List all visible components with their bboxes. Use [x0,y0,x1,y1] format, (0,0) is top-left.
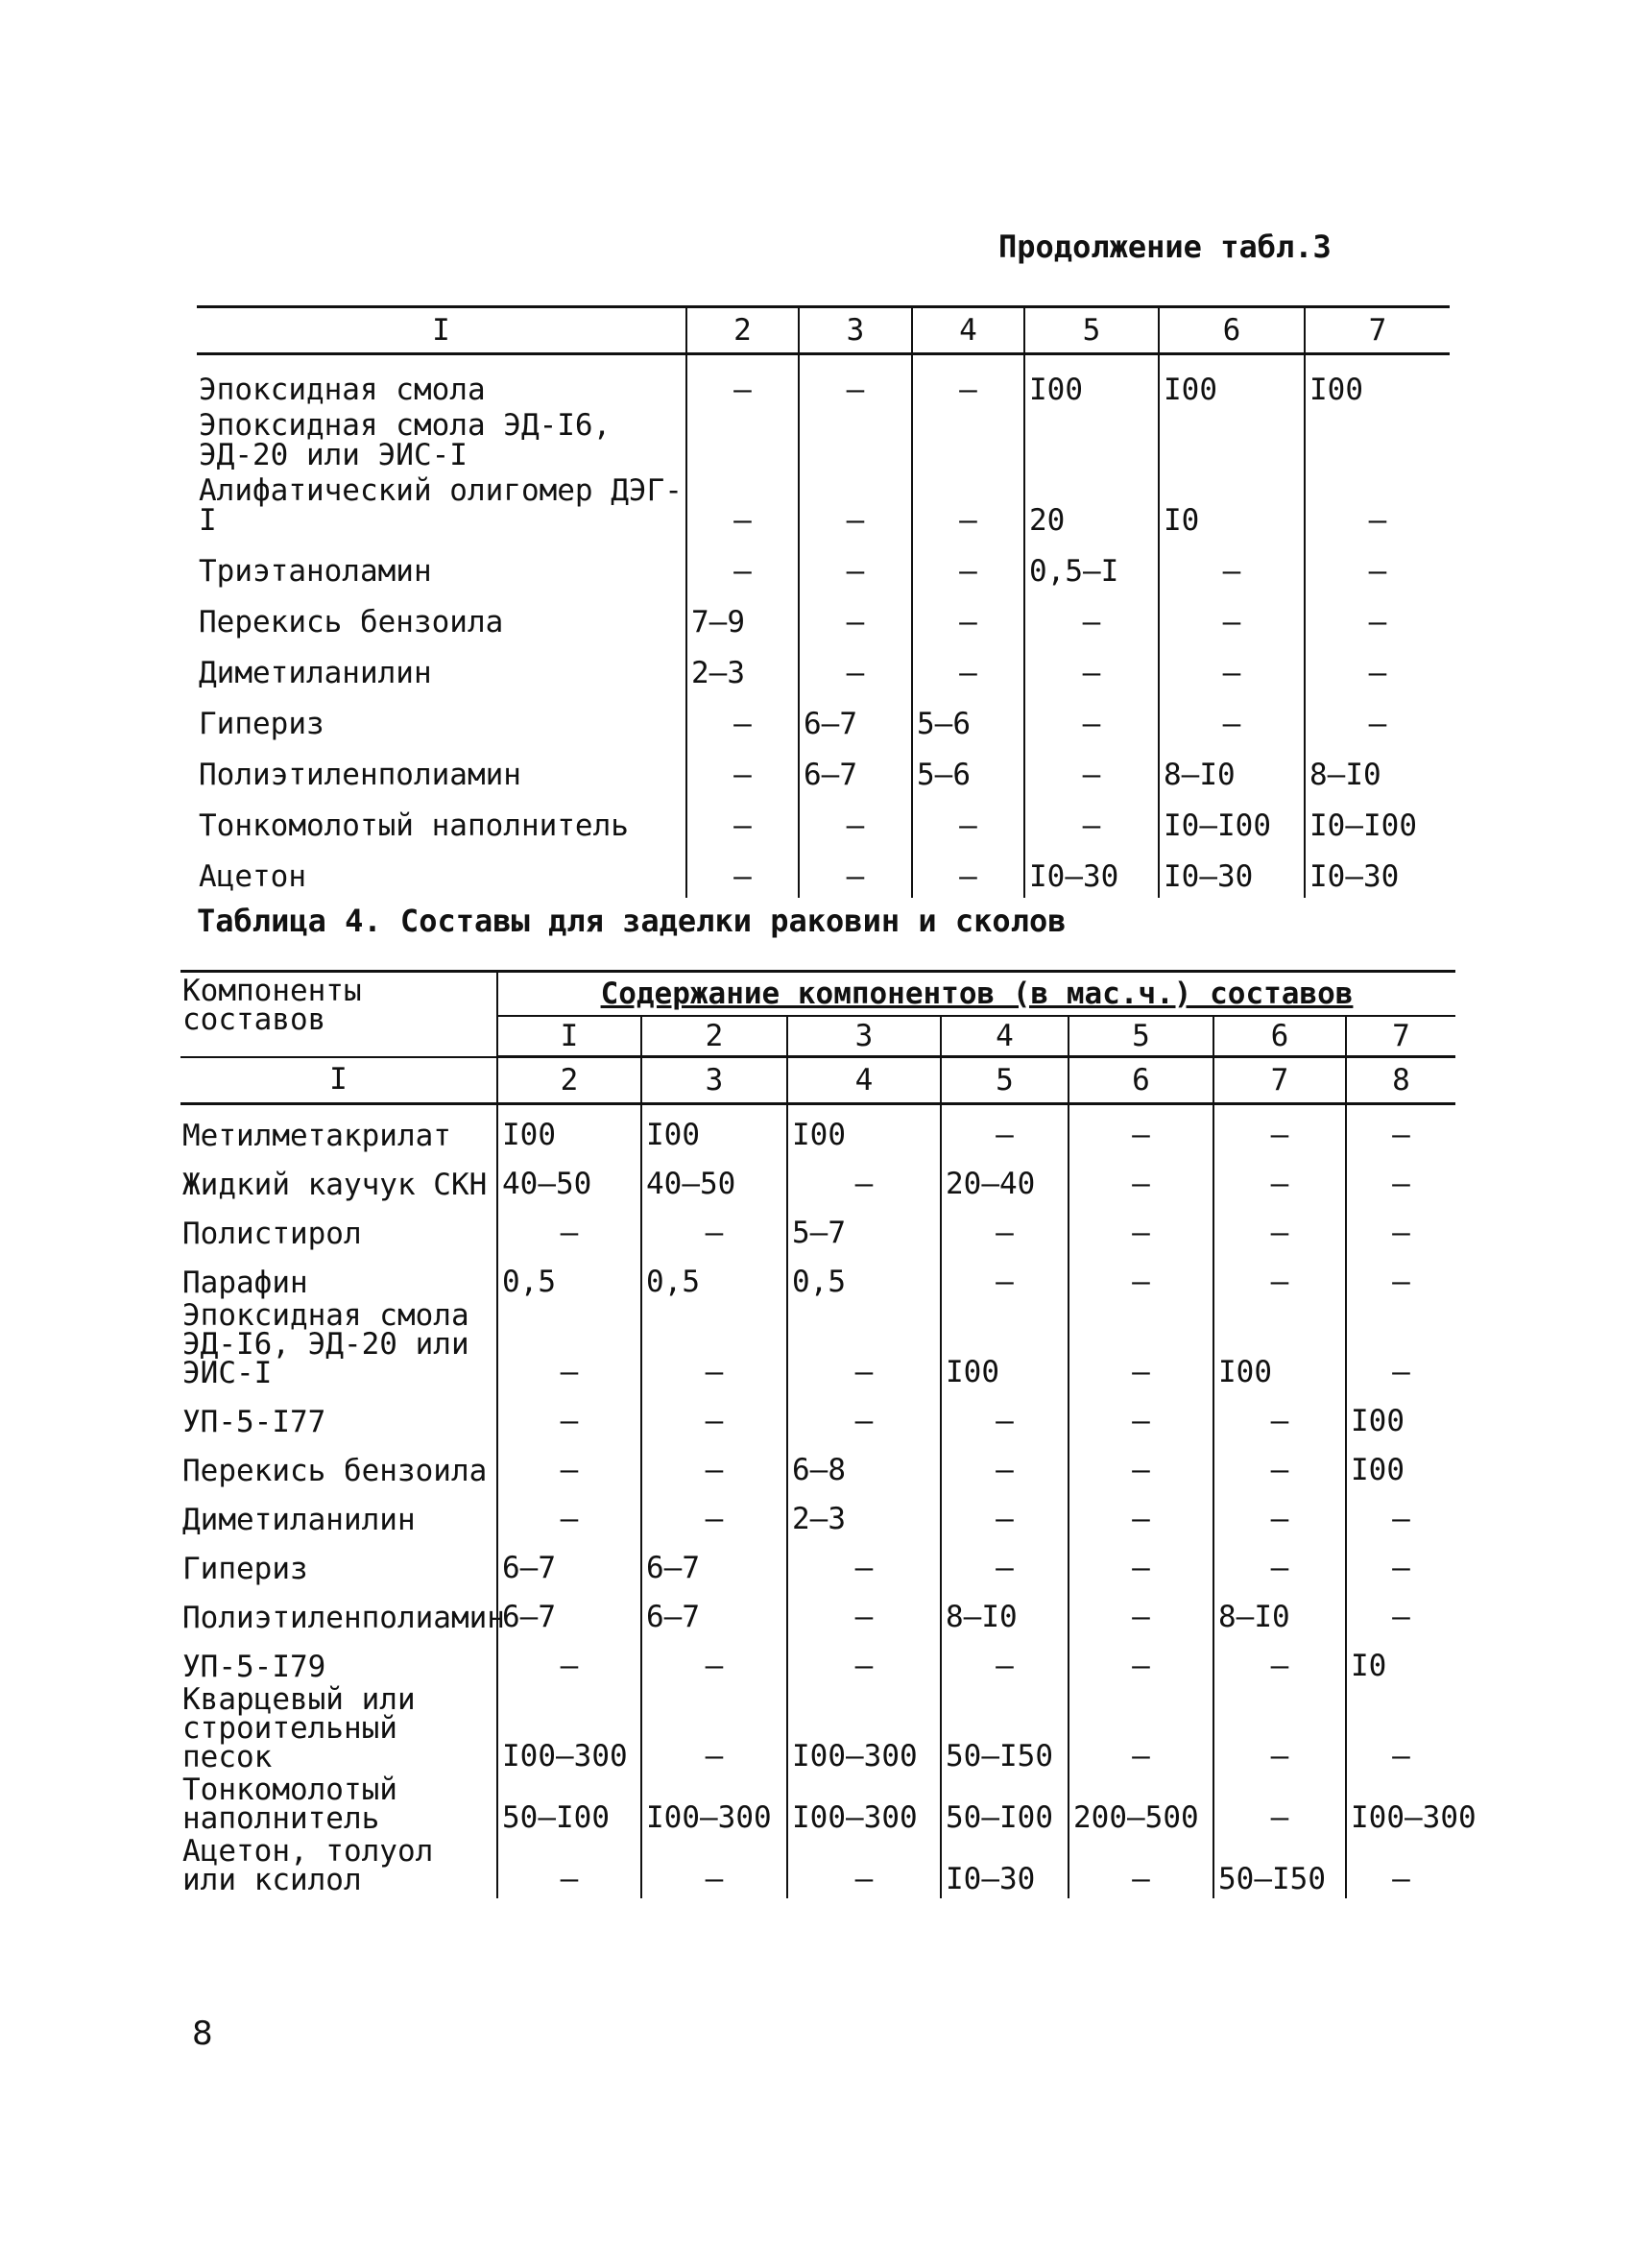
value-cell: – [497,1391,641,1440]
value-cell: 6–7 [799,745,912,796]
component-name: Полистирол [182,1217,362,1251]
value-cell: – [941,1391,1069,1440]
table-row [197,847,1450,898]
value-cell: – [497,1837,641,1898]
page-number: 8 [192,2015,213,2053]
value-cell: I00 [497,1104,641,1155]
value-cell: I0 [1159,476,1305,542]
value-cell: I0–I00 [1159,796,1305,847]
value-cell: 7–9 [686,592,799,643]
value-cell: I00–300 [787,1685,941,1775]
value-cell: I00 [1346,1440,1455,1489]
value-cell: – [1213,1685,1346,1775]
value-cell: – [787,1837,941,1898]
table-row [180,1587,1455,1636]
table-row [180,1203,1455,1252]
value-cell: – [941,1104,1069,1155]
value-cell: 6–7 [497,1587,641,1636]
value-cell: 2–3 [686,643,799,694]
table-row [180,1391,1455,1440]
column-number: 5 [941,1057,1069,1104]
value-cell: – [1069,1837,1213,1898]
content-header: Содержание компонентов (в мас.ч.) составов [497,972,1455,1017]
value-cell: – [1213,1252,1346,1301]
composition-number: 2 [641,1016,787,1057]
component-name: Перекись бензоила [182,1454,488,1488]
composition-number: 7 [1346,1016,1455,1057]
value-cell: – [912,592,1024,643]
value-cell: – [1346,1104,1455,1155]
column-number: 4 [912,307,1024,354]
column-number: 8 [1346,1057,1455,1104]
value-cell: – [1069,1489,1213,1538]
value-cell: I00 [1305,354,1450,412]
value-cell: – [1213,1203,1346,1252]
value-cell: I00 [1159,354,1305,412]
table-row [180,1837,1455,1898]
value-cell: – [1159,542,1305,592]
value-cell: – [1346,1489,1455,1538]
table-row [180,1154,1455,1203]
value-cell: – [686,476,799,542]
value-cell: – [1346,1203,1455,1252]
table-row [197,796,1450,847]
value-cell: – [1159,643,1305,694]
value-cell [1159,411,1305,476]
component-name: Парафин [182,1266,308,1300]
value-cell: – [497,1489,641,1538]
value-cell: – [1159,592,1305,643]
table-3-column-numbers [197,307,1450,354]
value-cell: – [912,354,1024,412]
value-cell: – [686,354,799,412]
table-row [180,1636,1455,1685]
composition-number: 5 [1069,1016,1213,1057]
value-cell: I00–300 [787,1775,941,1837]
value-cell: – [1305,694,1450,745]
value-cell: – [1069,1301,1213,1391]
value-cell: – [1024,643,1159,694]
value-cell: – [941,1440,1069,1489]
component-name: Тонкомолотый наполнитель [199,808,629,843]
value-cell: – [787,1538,941,1587]
value-cell: – [1346,1837,1455,1898]
value-cell: – [1213,1538,1346,1587]
column-number: 6 [1159,307,1305,354]
value-cell: I00 [787,1104,941,1155]
value-cell: – [497,1440,641,1489]
value-cell: – [787,1154,941,1203]
value-cell: – [641,1440,787,1489]
value-cell: – [941,1203,1069,1252]
value-cell: – [1069,1587,1213,1636]
value-cell: – [641,1203,787,1252]
component-name: Триэтаноламин [199,554,432,589]
value-cell: – [1213,1391,1346,1440]
value-cell: – [1305,643,1450,694]
component-name: Эпоксидная смола ЭД-I6, ЭД-20 или ЭИС-I [199,408,612,472]
column-number: 7 [1213,1057,1346,1104]
value-cell: – [941,1252,1069,1301]
table-row [197,643,1450,694]
value-cell: – [641,1391,787,1440]
table-row [197,354,1450,412]
value-cell: 50–I50 [941,1685,1069,1775]
composition-number: 3 [787,1016,941,1057]
value-cell: 50–I00 [497,1775,641,1837]
value-cell: – [1305,542,1450,592]
component-name: Полиэтиленполиамин [182,1601,505,1635]
component-name: Полиэтиленполиамин [199,758,521,792]
value-cell: – [799,542,912,592]
value-cell: 5–6 [912,745,1024,796]
value-cell: 2–3 [787,1489,941,1538]
value-cell: 40–50 [497,1154,641,1203]
value-cell: – [912,542,1024,592]
value-cell: – [941,1538,1069,1587]
value-cell: – [1213,1154,1346,1203]
table-row [180,1489,1455,1538]
table-row [197,542,1450,592]
value-cell: – [1024,592,1159,643]
value-cell: – [941,1636,1069,1685]
value-cell: I0 [1346,1636,1455,1685]
component-name: Ацетон, толуол или ксилол [182,1834,434,1897]
table-row [180,1252,1455,1301]
value-cell [799,411,912,476]
value-cell: 8–I0 [1159,745,1305,796]
table-row [197,745,1450,796]
value-cell: 0,5 [787,1252,941,1301]
value-cell: I00 [941,1301,1069,1391]
value-cell: – [1069,1104,1213,1155]
value-cell: – [787,1636,941,1685]
component-name: Диметиланилин [199,656,432,690]
value-cell: – [1305,592,1450,643]
table-row [197,694,1450,745]
column-number: 2 [497,1057,641,1104]
value-cell: 8–I0 [1305,745,1450,796]
value-cell: I0–30 [1159,847,1305,898]
value-cell: – [686,694,799,745]
value-cell [912,411,1024,476]
value-cell: – [1024,745,1159,796]
value-cell: – [1346,1301,1455,1391]
column-number: I [180,1057,497,1104]
value-cell: – [912,643,1024,694]
table-4 [180,970,1477,1898]
value-cell: 6–7 [799,694,912,745]
value-cell: I0–30 [941,1837,1069,1898]
composition-number: I [497,1016,641,1057]
column-number: 5 [1024,307,1159,354]
component-name: Гипериз [199,707,324,741]
value-cell: I00 [1024,354,1159,412]
value-cell: 0,5 [497,1252,641,1301]
value-cell: I00 [1346,1391,1455,1440]
value-cell: – [1024,796,1159,847]
column-number: 7 [1305,307,1450,354]
value-cell: – [912,796,1024,847]
component-name: Эпоксидная смола ЭД-I6, ЭД-20 или ЭИС-I [182,1298,469,1390]
value-cell: I00–300 [641,1775,787,1837]
value-cell: – [1024,694,1159,745]
composition-number: 4 [941,1016,1069,1057]
value-cell: 0,5–I [1024,542,1159,592]
column-number: I [197,307,686,354]
value-cell: – [686,745,799,796]
value-cell: 6–7 [641,1587,787,1636]
value-cell: 40–50 [641,1154,787,1203]
column-number: 3 [799,307,912,354]
value-cell: – [497,1203,641,1252]
value-cell: – [799,476,912,542]
value-cell: – [787,1587,941,1636]
table-row [180,1685,1455,1775]
value-cell: – [641,1685,787,1775]
component-name: Алифатический олигомер ДЭГ-I [199,473,683,538]
value-cell: – [799,643,912,694]
value-cell: I00–300 [1346,1775,1455,1837]
table-row [197,476,1450,542]
value-cell: I00 [1213,1301,1346,1391]
table-4-column-numbers [180,1057,1455,1104]
component-name: Кварцевый или строительный песок [182,1682,416,1774]
value-cell: – [912,476,1024,542]
value-cell: – [1069,1154,1213,1203]
value-cell: 6–8 [787,1440,941,1489]
value-cell: 5–7 [787,1203,941,1252]
value-cell: – [641,1837,787,1898]
value-cell: – [787,1391,941,1440]
value-cell: – [1346,1587,1455,1636]
column-number: 2 [686,307,799,354]
value-cell: – [1213,1440,1346,1489]
component-name: Метилметакрилат [182,1119,451,1153]
value-cell: 6–7 [497,1538,641,1587]
component-name: Эпоксидная смола [199,373,486,407]
table-row [180,1775,1455,1837]
value-cell: – [941,1489,1069,1538]
value-cell: – [686,796,799,847]
value-cell: – [799,354,912,412]
table-row [197,411,1450,476]
value-cell [1305,411,1450,476]
value-cell: 20 [1024,476,1159,542]
column-number: 3 [641,1057,787,1104]
component-name: Ацетон [199,859,306,894]
continuation-title: Продолжение табл.3 [998,229,1332,265]
value-cell: 200–500 [1069,1775,1213,1837]
value-cell: – [799,796,912,847]
value-cell: – [799,847,912,898]
column-number: 4 [787,1057,941,1104]
value-cell: 0,5 [641,1252,787,1301]
value-cell: 5–6 [912,694,1024,745]
value-cell: I0–30 [1305,847,1450,898]
value-cell: 6–7 [641,1538,787,1587]
value-cell: – [1069,1538,1213,1587]
value-cell: – [1305,476,1450,542]
component-name: Перекись бензоила [199,605,504,639]
value-cell: – [1213,1104,1346,1155]
table-row [197,592,1450,643]
value-cell: 50–I50 [1213,1837,1346,1898]
value-cell: – [799,592,912,643]
value-cell: – [1069,1252,1213,1301]
value-cell: – [686,542,799,592]
value-cell: – [1346,1252,1455,1301]
value-cell: I0–I00 [1305,796,1450,847]
value-cell: – [1346,1538,1455,1587]
component-name: Гипериз [182,1552,308,1586]
component-name: УП-5-I77 [182,1405,326,1439]
value-cell: – [1346,1154,1455,1203]
value-cell: – [1069,1440,1213,1489]
value-cell: – [641,1636,787,1685]
value-cell: – [1213,1636,1346,1685]
table-row [180,1440,1455,1489]
value-cell: – [1213,1489,1346,1538]
value-cell: – [641,1489,787,1538]
value-cell: – [1069,1636,1213,1685]
value-cell: 8–I0 [1213,1587,1346,1636]
composition-number: 6 [1213,1016,1346,1057]
table-row [180,1301,1455,1391]
value-cell: – [1069,1685,1213,1775]
value-cell: 8–I0 [941,1587,1069,1636]
table-row [180,1538,1455,1587]
value-cell: – [1069,1391,1213,1440]
table-4-title: Таблица 4. Составы для заделки раковин и сколов [197,903,1067,939]
component-name: Диметиланилин [182,1503,416,1537]
component-name: Жидкий каучук СКН [182,1168,488,1202]
value-cell: I00–300 [497,1685,641,1775]
value-cell: – [1346,1685,1455,1775]
value-cell: – [787,1301,941,1391]
components-header: Компоненты составов [180,972,497,1057]
value-cell: I00 [641,1104,787,1155]
table-3-continuation [197,305,1450,898]
table-row [180,1104,1455,1155]
value-cell: – [912,847,1024,898]
value-cell: 50–I00 [941,1775,1069,1837]
value-cell: – [1069,1203,1213,1252]
value-cell: – [497,1636,641,1685]
value-cell: 20–40 [941,1154,1069,1203]
value-cell: – [1213,1775,1346,1837]
component-name: УП-5-I79 [182,1650,326,1684]
value-cell: I0–30 [1024,847,1159,898]
value-cell [686,411,799,476]
value-cell: – [497,1301,641,1391]
value-cell: – [686,847,799,898]
value-cell: – [1159,694,1305,745]
component-name: Тонкомолотый наполнитель [182,1773,397,1836]
column-number: 6 [1069,1057,1213,1104]
value-cell [1024,411,1159,476]
value-cell: – [641,1301,787,1391]
